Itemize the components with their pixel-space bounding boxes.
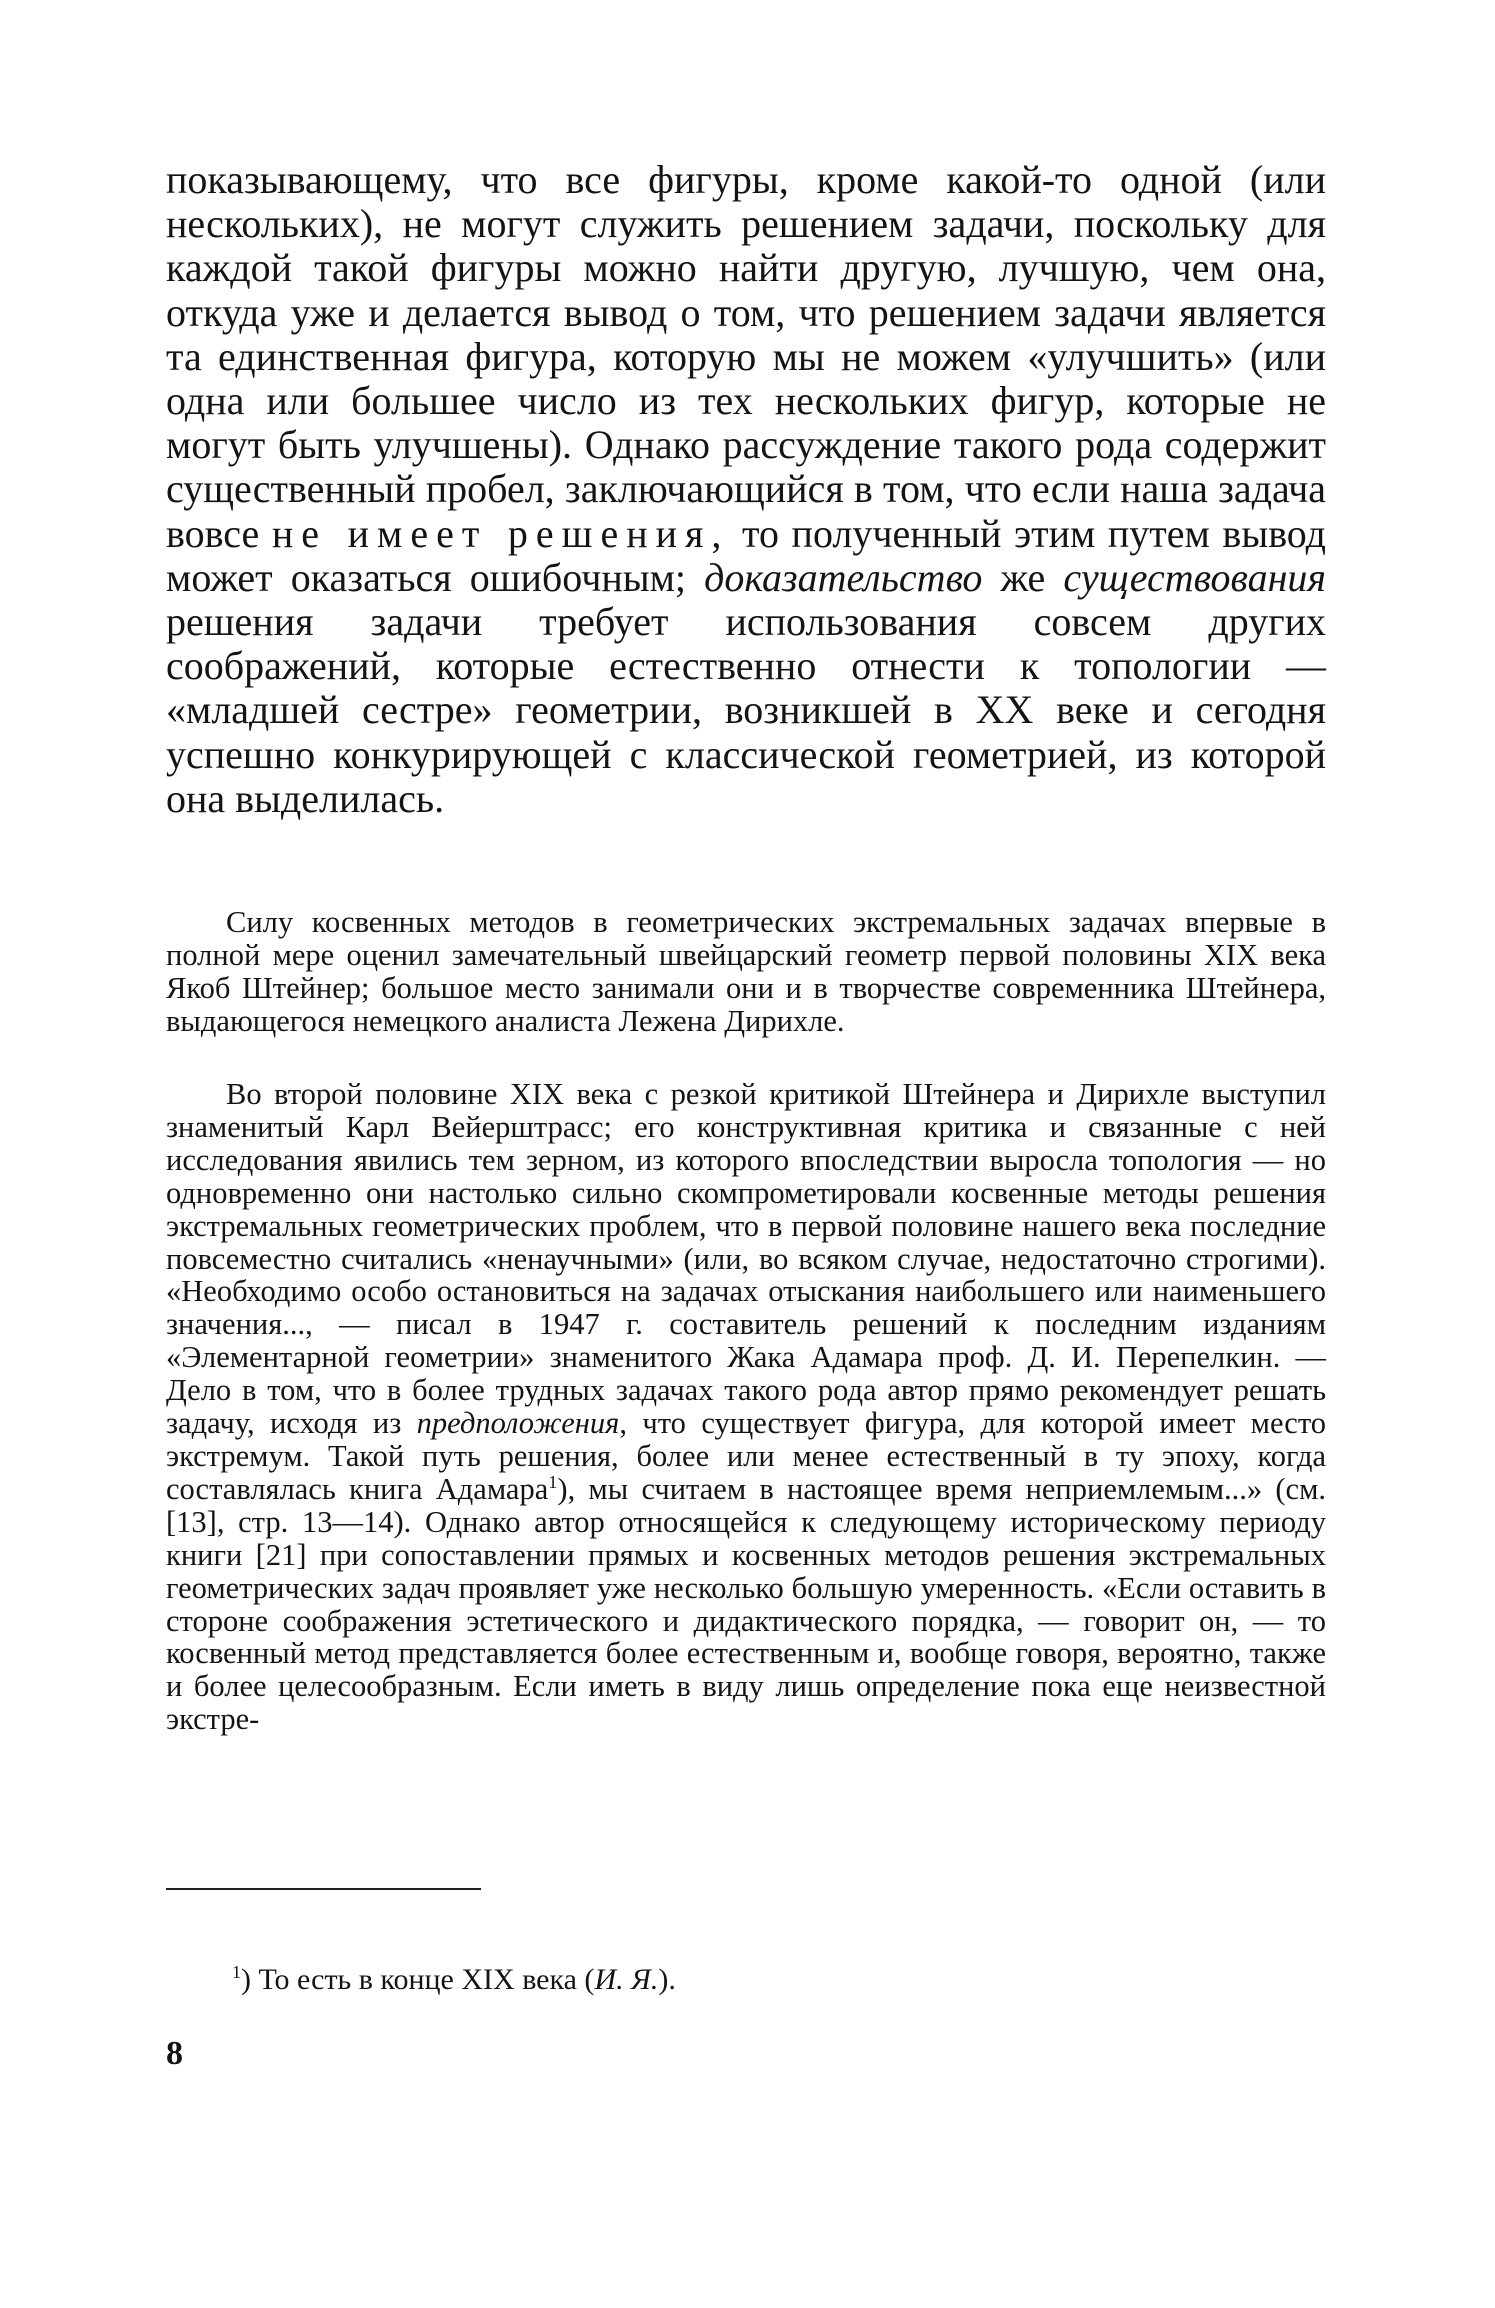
footnote [232,1962,676,1998]
footnote-end: ). [658,1963,676,1996]
weierstrass-text-part-1: Во второй половине XIX века с резкой критикой Штейнера и Дирихле выступил знаменитый Карл Вейерштрасс; его конструктивная критика и связанные с ней исследования явились тем зерном, из которого впоследствии выросла топология — но одновременно они настолько сильно скомпрометировали косвенные методы решения экстремальных геометрических проблем, что в первой половине нашего века последние повсеместно считались «ненаучными» (или, во всяком случае, недостаточно строгими). «Необходимо особо остановиться на задачах отыскания наибольшего или наименьшего значения..., — писал в 1947 г. составитель решений к последним изданиям «Элементарной геометрии» знаменитого Жака Адамара проф. Д. И. Перепелкин. — Дело в том, что в более трудных задачах такого рода автор прямо рекомендует решать задачу, исходя из [166,1077,1326,1441]
page-number: 8 [166,2035,183,2072]
weierstrass-text-part-2: , что существует фигура, для которой имеет место экстремум. Такой путь решения, более или менее естественный в ту эпоху, когда составлялась книга Адамара [166,1406,1326,1506]
footnote-reference[interactable]: 1 [548,1471,558,1492]
footnote-divider [166,1888,481,1890]
main-text-part-3: же [982,554,1064,600]
main-paragraph [166,158,1326,821]
spaced-emphasis: не имеет решения, [271,510,730,556]
italic-existence: существования [1063,554,1326,600]
italic-proof: доказательство [704,554,983,600]
footnote-initials: И. Я. [594,1963,659,1996]
footnote-marker: 1 [232,1962,241,1982]
main-text-part-1: показывающему, что все фигуры, кроме какой-то одной (или нескольких), не могут служить решением задачи, поскольку для каждой такой фигуры можно найти другую, лучшую, чем она, откуда уже и делается вывод о том, что решением задачи является та единственная фигура, которую мы не можем «улучшить» (или одна или большее число из тех нескольких фигур, которые не могут быть улучшены). Однако рассуждение такого рода содержит существенный пробел, заключающийся в том, что если наша задача вовсе [166,157,1326,556]
italic-assumption: предположения [416,1406,620,1441]
weierstrass-paragraph [166,1078,1326,1736]
footnote-text: ) То есть в конце XIX века ( [241,1963,595,1996]
main-text-part-2: то полученный этим путем вывод может оказаться ошибочным; [166,510,1327,600]
main-text-part-4: решения задачи требует использования совсем других соображений, которые естественно отнести к топологии — «младшей сестре» геометрии, возникшей в XX веке и сегодня успешно конкурирующей с классической геометрией, из которой она выделилась. [166,599,1326,821]
weierstrass-text-part-3: ), мы считаем в настоящее время неприемлемым...» (см. [13], стр. 13—14). Однако автор относящейся к следующему историческому периоду книги [21] при сопоставлении прямых и косвенных методов решения экстремальных геометрических задач проявляет уже несколько большую умеренность. «Если оставить в стороне соображения эстетического и дидактического порядка, — говорит он, — то косвенный метод представляется более естественным и, вообще говоря, вероятно, также и более целесообразным. Если иметь в виду лишь определение пока еще неизвестной экстре- [166,1471,1326,1737]
steiner-paragraph: Силу косвенных методов в геометрических экстремальных задачах впервые в полной мере оценил замечательный швейцарский геометр первой половины XIX века Якоб Штейнер; большое место занимали они и в творчестве современника Штейнера, выдающегося немецкого аналиста Лежена Дирихле. [166,905,1326,1038]
